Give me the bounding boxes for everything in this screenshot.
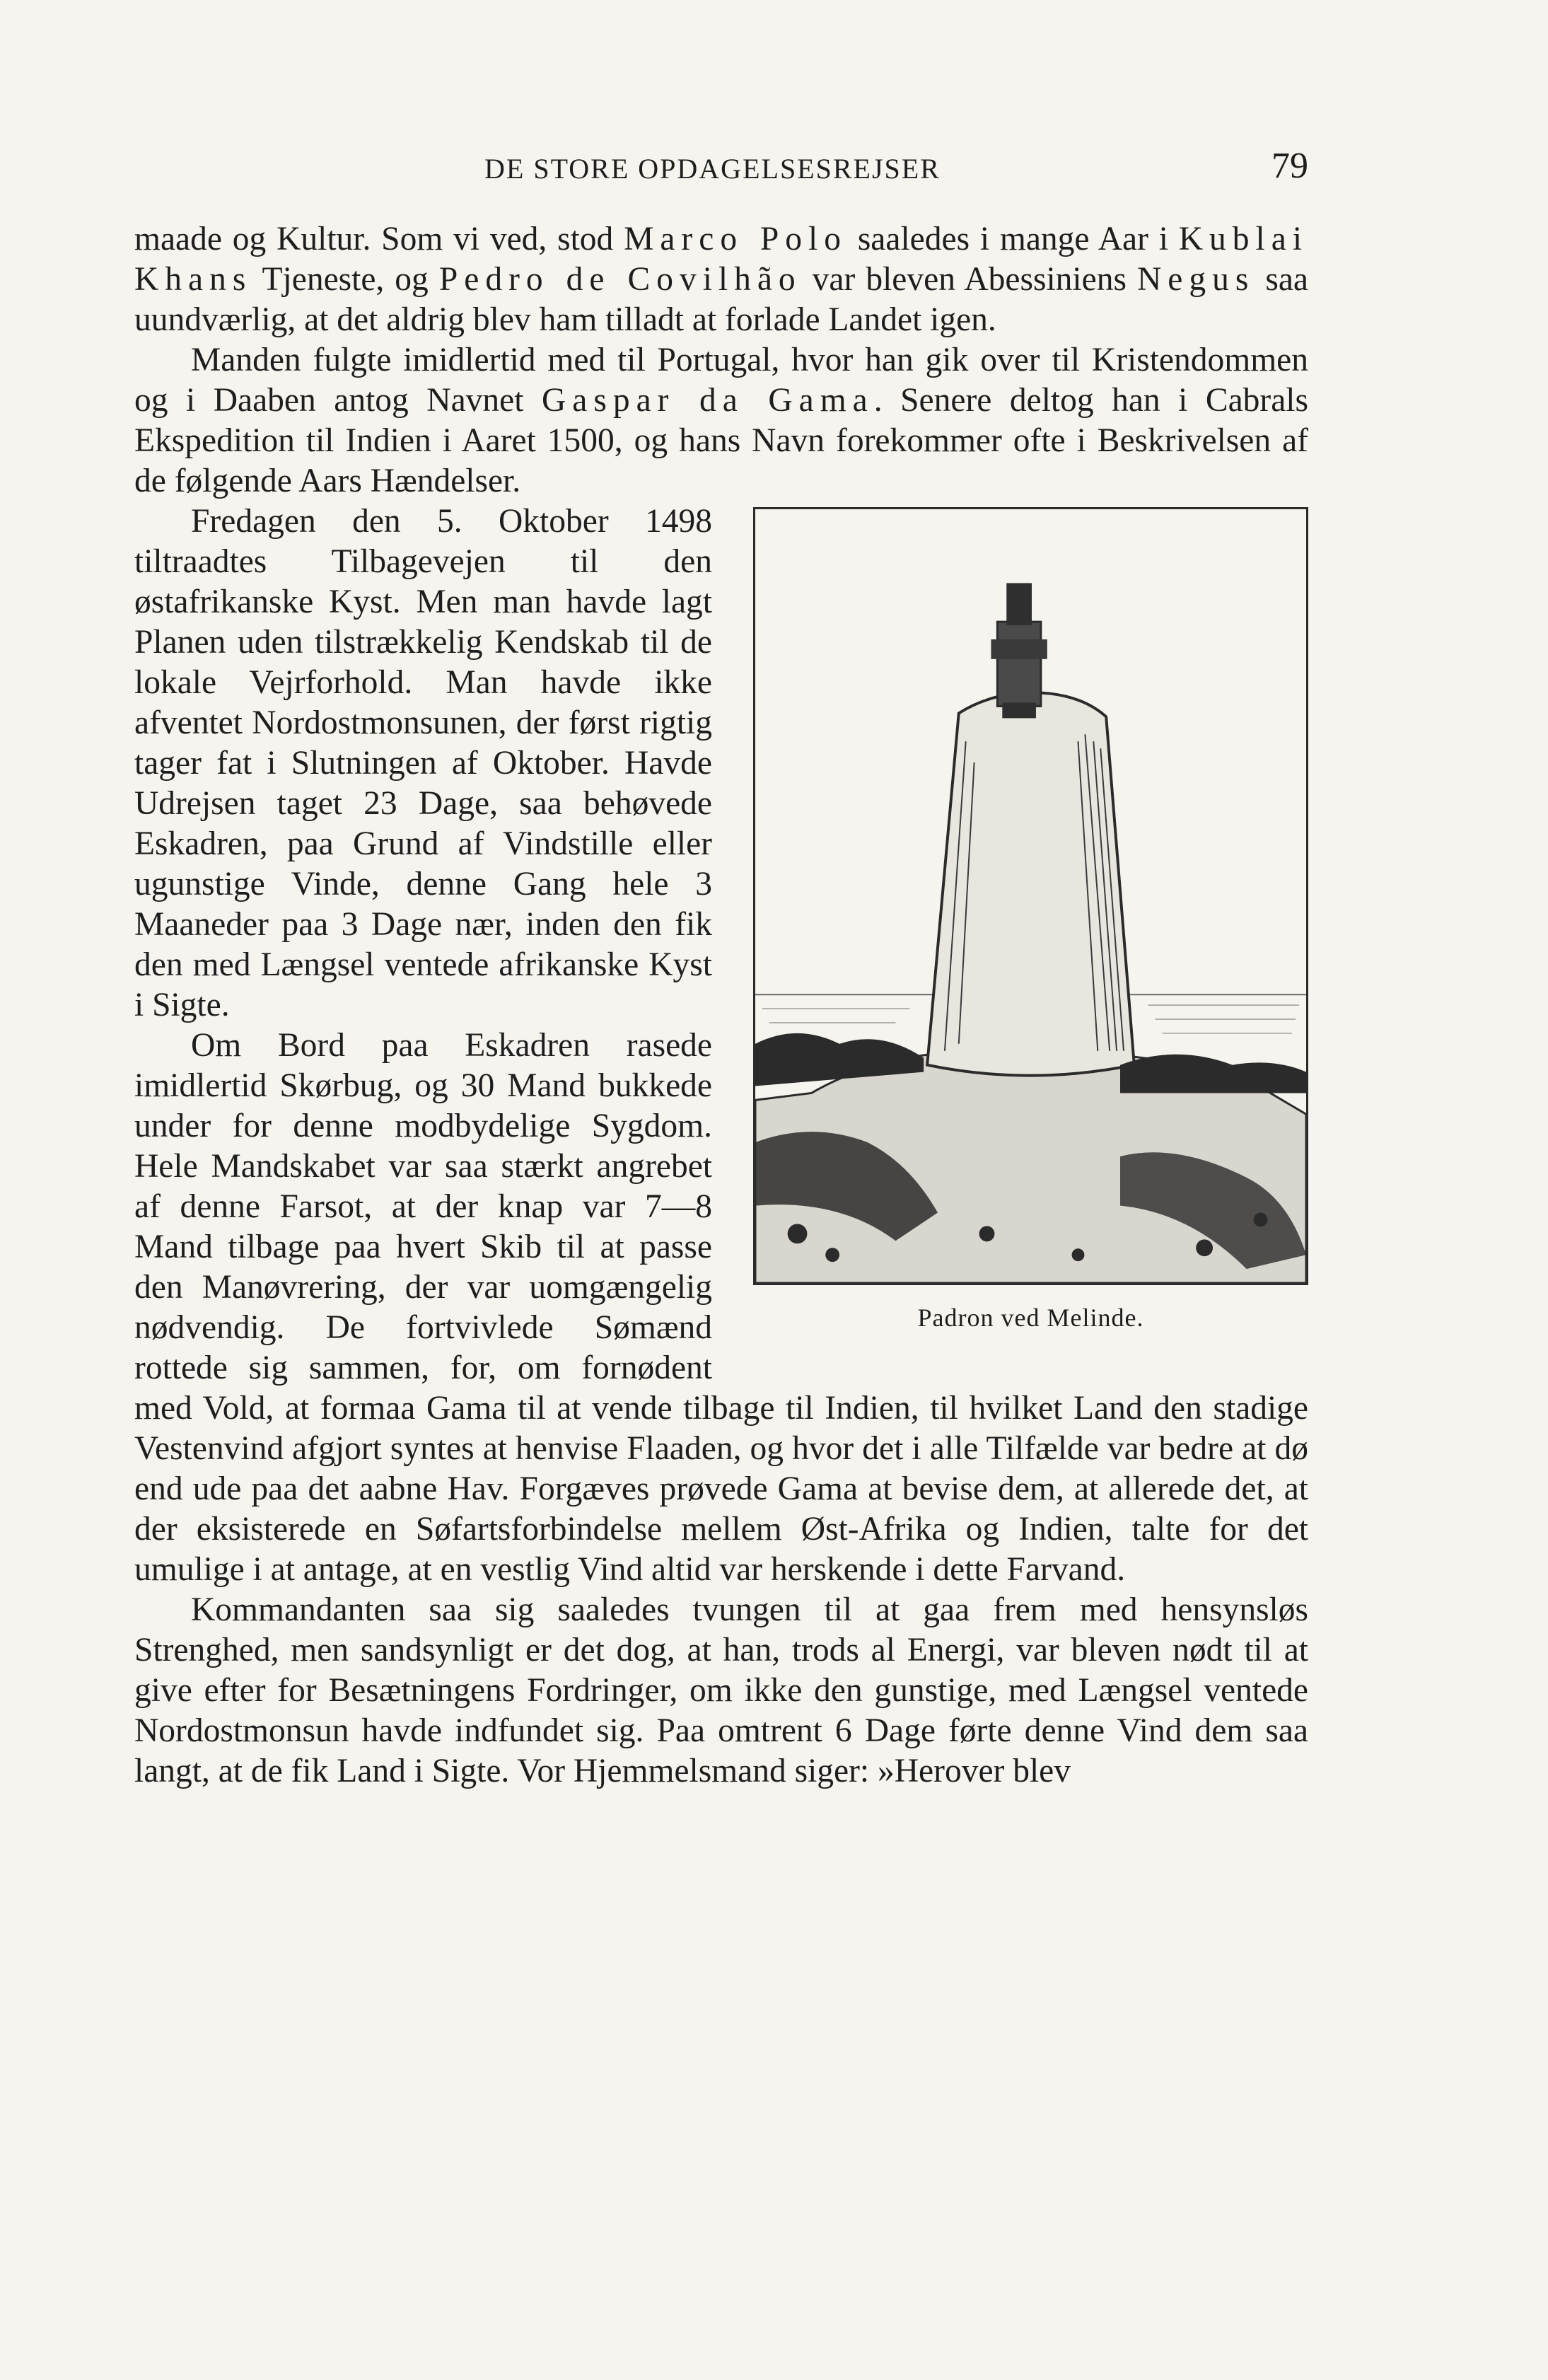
figure-illustration xyxy=(753,507,1308,1285)
padron-pillar-illustration xyxy=(755,509,1306,1283)
spaced-name: Marco Polo xyxy=(624,221,848,257)
pillar-cross-arms xyxy=(991,639,1047,659)
spaced-name: Pedro de Covilhão xyxy=(438,261,802,298)
text-column xyxy=(134,219,1308,1792)
paragraph-text: Kommandanten saa sig saaledes tvungen til at gaa frem med hensynsløs Strenghed, men sandsynligt er det dog, at han, trods al Energi, var bleven nødt til at give efter for Besætningens Fordringer, om ikke den gunstige, med Længsel ventede Nordostmonsun havde indfundet sig. Paa omtrent 6 Dage førte denne Vind dem saa langt, at de fik Land i Sigte. Vor Hjemmelsmand siger: »Herover blev xyxy=(134,1591,1308,1789)
spaced-name: Negus xyxy=(1136,261,1255,298)
paragraph-5 xyxy=(134,1590,1308,1792)
running-title: DE STORE OPDAGELSESREJSER xyxy=(484,153,941,185)
paragraph-text: maade og Kultur. Som vi ved, stod xyxy=(134,221,624,257)
spaced-name: Gaspar da Gama xyxy=(541,382,874,419)
paragraph-text: saaledes i mange Aar i xyxy=(847,221,1179,257)
paragraph-2 xyxy=(134,340,1308,501)
figure-caption: Padron ved Melinde. xyxy=(917,1304,1144,1332)
page-header xyxy=(134,145,1308,195)
paragraph-text: Om Bord paa Eskadren rasede imidlertid Skørbug, og 30 Mand bukkede under for denne modbydelige Sygdom. Hele Mandskabet var saa stærkt angrebet af denne Farsot, at der knap var 7—8 Mand tilbage paa hvert Skib til at passe den Manøvrering, der var uomgængelig nødvendig. De fortvivlede Sømænd rottede sig sammen, for, om fornødent med Vold, at formaa Gama til at vende tilbage til Indien, til hvilket Land den stadige Vestenvind afgjort syntes at henvise Flaaden, og hvor det i alle Tilfælde var bedre at dø end ude paa det aabne Hav. Forgæves prøvede Gama at bevise dem, at allerede det, at der eksisterede en Søfartsforbindelse mellem Øst-Afrika og Indien, talte for det umulige i at antage, at en vestlig Vind altid var herskende i dette Farvand. xyxy=(134,1027,1308,1588)
page-number: 79 xyxy=(1271,146,1308,186)
pillar-shaft xyxy=(927,692,1134,1075)
paragraph-text: Fredagen den 5. Oktober 1498 tiltraadtes Tilbagevejen til den østafrikanske Kyst. Men man havde lagt Planen uden tilstrækkelig Kendskab til de lokale Vejrforhold. Man havde ikke afventet Nordostmonsunen, der først rigtig tager fat i Slutningen af Oktober. Havde Udrejsen taget 23 Dage, saa behøvede Eskadren, paa Grund af Vindstille eller ugunstige Vinde, denne Gang hele 3 Maaneder paa 3 Dage nær, inden den fik den med Længsel ventede afrikanske Kyst i Sigte. xyxy=(134,503,712,1023)
paragraph-text: . Senere deltog han i Cabrals Ekspedition til Indien i Aaret 1500, og hans Navn forekommer ofte i Beskrivelsen af de følgende Aars Hændelser. xyxy=(134,382,1308,499)
figure xyxy=(753,507,1308,1342)
paragraph-text: Manden fulgte imidlertid med til Portugal, hvor han gik over til Kristendommen og i Daaben antog Navnet xyxy=(134,342,1308,419)
spaced-name: Kublai Khans xyxy=(134,221,1309,298)
pillar-top-stone xyxy=(997,622,1041,706)
pillar-cross-upper xyxy=(1006,583,1032,625)
paragraph-1 xyxy=(134,219,1308,340)
paragraph-text: saa uundværlig, at det aldrig blev ham tilladt at forlade Landet igen. xyxy=(134,261,1308,338)
paragraph-text: Tjeneste, og xyxy=(252,261,439,298)
pillar-neck xyxy=(1002,703,1036,719)
paragraph-text: var bleven Abessiniens xyxy=(801,261,1137,298)
